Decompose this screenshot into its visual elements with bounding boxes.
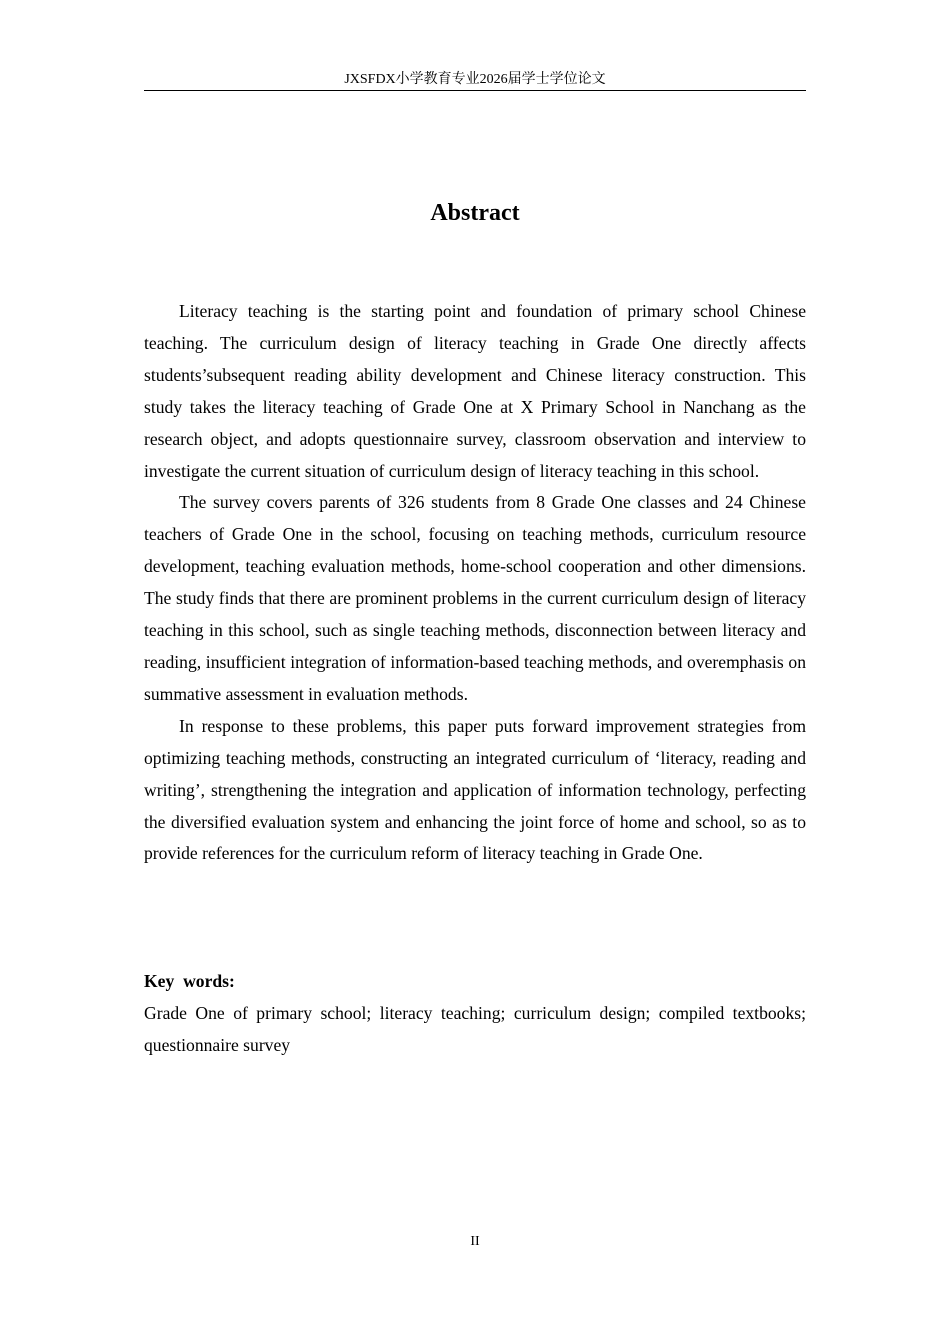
keywords-list: Grade One of primary school; literacy teaching; curriculum design; compiled textbooks; questionnaire survey [144, 1002, 806, 1055]
abstract-title: Abstract [430, 200, 520, 226]
page-number: II [470, 1234, 480, 1249]
abstract-paragraph-1: Literacy teaching is the starting point and foundation of primary school Chinese teaching. The curriculum design of literacy teaching in Grade One directly affects students’subsequent reading ability development and Chinese literacy construction. This study takes the literacy teaching of Grade One at X Primary School in Nanchang as the research object, and adopts questionnaire survey, classroom observation and interview to investigate the current situation of curriculum design of literacy teaching in this school. [144, 301, 806, 481]
running-header-text: JXSFDX小学教育专业2026届学士学位论文 [344, 72, 606, 87]
abstract-paragraph-2: The survey covers parents of 326 students from 8 Grade One classes and 24 Chinese teachers of Grade One in the school, focusing on teaching methods, curriculum resource development, teaching evaluation methods, home-school cooperation and other dimensions. The study finds that there are prominent problems in the current curriculum design of literacy teaching in this school, such as single teaching methods, disconnection between literacy and reading, insufficient integration of information-based teaching methods, and overemphasis on summative assessment in evaluation methods. [144, 492, 806, 704]
keywords-label: Key words: [144, 971, 235, 991]
keywords-section [144, 966, 806, 1062]
abstract-paragraph-3: In response to these problems, this paper puts forward improvement strategies from optimizing teaching methods, constructing an integrated curriculum of ‘literacy, reading and writing’, strengthening the integration and application of information technology, perfecting the diversified evaluation system and enhancing the joint force of home and school, so as to provide references for the curriculum reform of literacy teaching in Grade One. [144, 715, 806, 864]
running-header [144, 70, 806, 91]
abstract-body [144, 296, 806, 870]
